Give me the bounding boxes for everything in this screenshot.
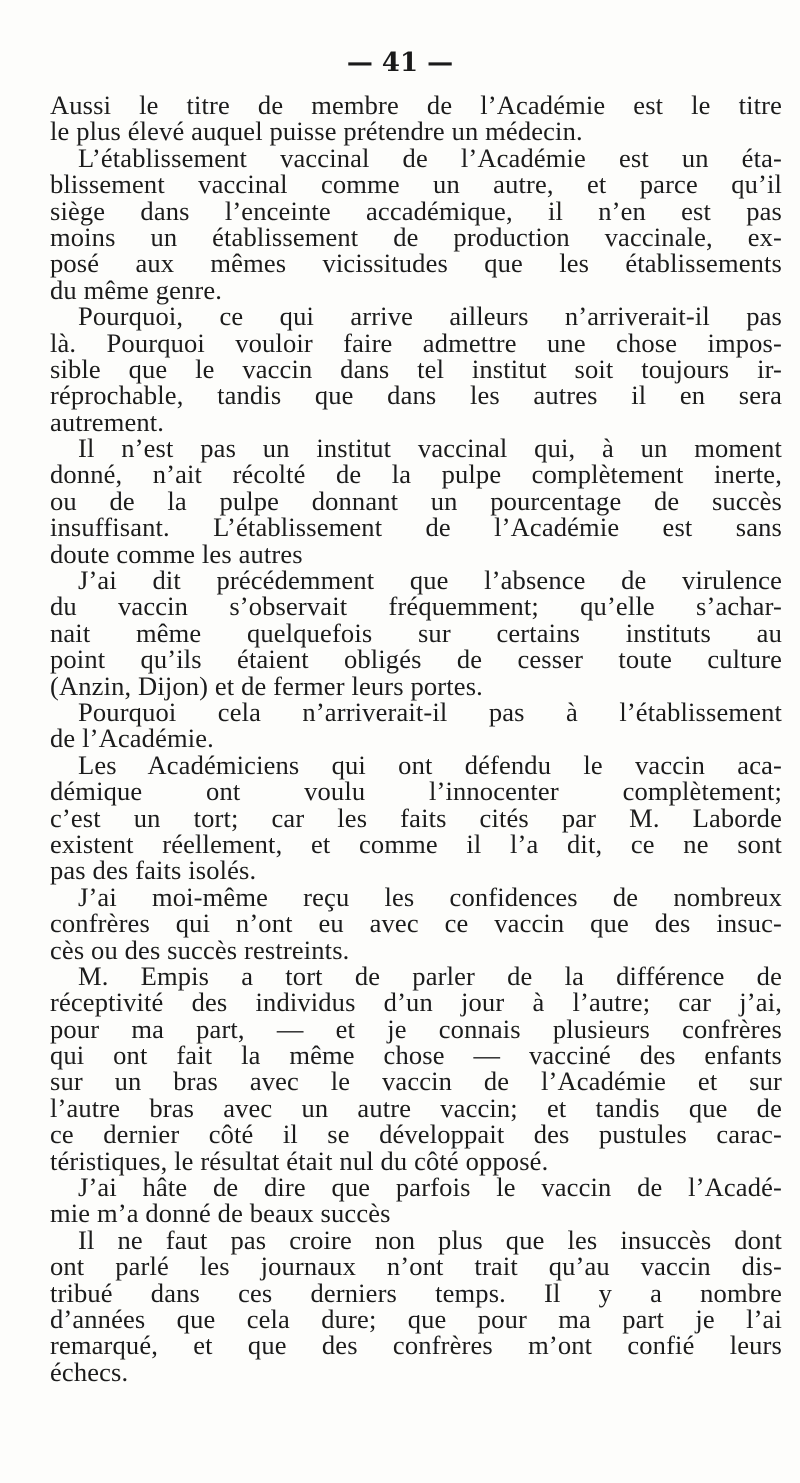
paragraph — [50, 567, 782, 699]
paragraph — [50, 435, 782, 567]
text-line: échecs. — [50, 1356, 129, 1387]
text-line: l’autre bras avec un autre vaccin; et tandis que de — [50, 1092, 782, 1123]
text-line: (Anzin, Dijon) et de fermer leurs portes. — [50, 670, 483, 701]
text-line: le plus élevé auquel puisse prétendre un médecin. — [50, 116, 583, 147]
text-line: point qu’ils étaient obligés de cesser toute culture — [50, 644, 782, 675]
text-line: sible que le vaccin dans tel institut soit toujours ir- — [50, 353, 782, 384]
text-line: qui ont fait la même chose — vacciné des enfants — [50, 1040, 782, 1071]
text-line: confrères qui n’ont eu avec ce vaccin que des insuc- — [50, 908, 782, 939]
text-line: ou de la pulpe donnant un pourcentage de succès — [50, 485, 782, 516]
paragraph — [50, 960, 782, 1176]
text-line: sur un bras avec le vaccin de l’Académie et sur — [50, 1066, 782, 1097]
text-line: insuffisant. L’établissement de l’Académie est sans — [50, 512, 782, 543]
text-line: réprochable, tandis que dans les autres il en sera — [50, 380, 782, 411]
text-line: ce dernier côté il se développait des pustules carac- — [50, 1119, 782, 1150]
paragraph — [50, 749, 782, 886]
text-line: J’ai dit précédemment que l’absence de virulence — [78, 565, 782, 596]
text-line: J’ai moi-même reçu les confidences de nombreux — [78, 881, 782, 912]
text-line: blissement vaccinal comme un autre, et parce qu’il — [50, 169, 782, 200]
text-line: téristiques, le résultat était nul du côté opposé. — [50, 1145, 549, 1176]
text-line: posé aux mêmes vicissitudes que les établissements — [50, 248, 782, 279]
text-line: du même genre. — [50, 274, 223, 305]
text-line: Il n’est pas un institut vaccinal qui, à un moment — [78, 433, 782, 464]
text-line: Il ne faut pas croire non plus que les insuccès dont — [78, 1224, 782, 1255]
text-line: moins un établissement de production vaccinale, ex- — [50, 221, 782, 252]
text-line: nait même quelquefois sur certains instituts au — [50, 617, 782, 648]
text-line: cès ou des succès restreints. — [50, 934, 350, 965]
text-line: réceptivité des individus d’un jour à l’autre; car j’ai, — [50, 987, 782, 1018]
paragraph — [50, 142, 782, 305]
text-line: démique ont voulu l’innocenter complètement; — [50, 776, 782, 807]
paragraph — [50, 1224, 782, 1387]
text-line: M. Empis a tort de parler de la différence de — [78, 960, 782, 991]
text-line: tribué dans ces derniers temps. Il y a nombre — [50, 1277, 782, 1308]
text-line: Pourquoi, ce qui arrive ailleurs n’arriverait-il pas — [78, 301, 782, 332]
text-line: de l’Académie. — [50, 723, 214, 754]
text-line: doute comme les autres — [50, 538, 303, 569]
text-line: siège dans l’enceinte accadémique, il n’en est pas — [50, 195, 782, 226]
paragraph — [50, 1174, 782, 1227]
text-line: pour ma part, — et je connais plusieurs confrères — [50, 1013, 782, 1044]
body-text — [50, 92, 782, 1385]
text-line: d’années que cela dure; que pour ma part je l’ai — [50, 1303, 782, 1334]
text-line: existent réellement, et comme il l’a dit, ce ne sont — [50, 828, 782, 859]
text-line: Aussi le titre de membre de l’Académie est le titre — [50, 90, 782, 120]
text-line: L’établissement vaccinal de l’Académie est un éta- — [78, 142, 782, 173]
paragraph — [50, 881, 782, 965]
text-line: pas des faits isolés. — [50, 855, 257, 886]
text-line: donné, n’ait récolté de la pulpe complètement inerte, — [50, 459, 782, 490]
paragraph — [50, 303, 782, 435]
text-line: mie m’a donné de beaux succès — [50, 1198, 391, 1229]
text-line: c’est un tort; car les faits cités par M. Laborde — [50, 802, 782, 833]
text-line: là. Pourquoi vouloir faire admettre une chose impos- — [50, 327, 782, 358]
text-line: Pourquoi cela n’arriverait-il pas à l’établissement — [78, 696, 782, 727]
text-line: autrement. — [50, 406, 165, 437]
text-line: ont parlé les journaux n’ont trait qu’au vaccin dis- — [50, 1251, 782, 1282]
paragraph — [50, 696, 782, 754]
page-number: — 41 — — [346, 48, 454, 78]
text-line: J’ai hâte de dire que parfois le vaccin de l’Acadé- — [78, 1172, 782, 1203]
text-line: du vaccin s’observait fréquemment; qu’elle s’achar- — [50, 591, 782, 622]
text-line: remarqué, et que des confrères m’ont confié leurs — [50, 1330, 782, 1361]
paragraph — [50, 92, 782, 145]
text-line: Les Académiciens qui ont défendu le vaccin aca- — [78, 749, 782, 780]
